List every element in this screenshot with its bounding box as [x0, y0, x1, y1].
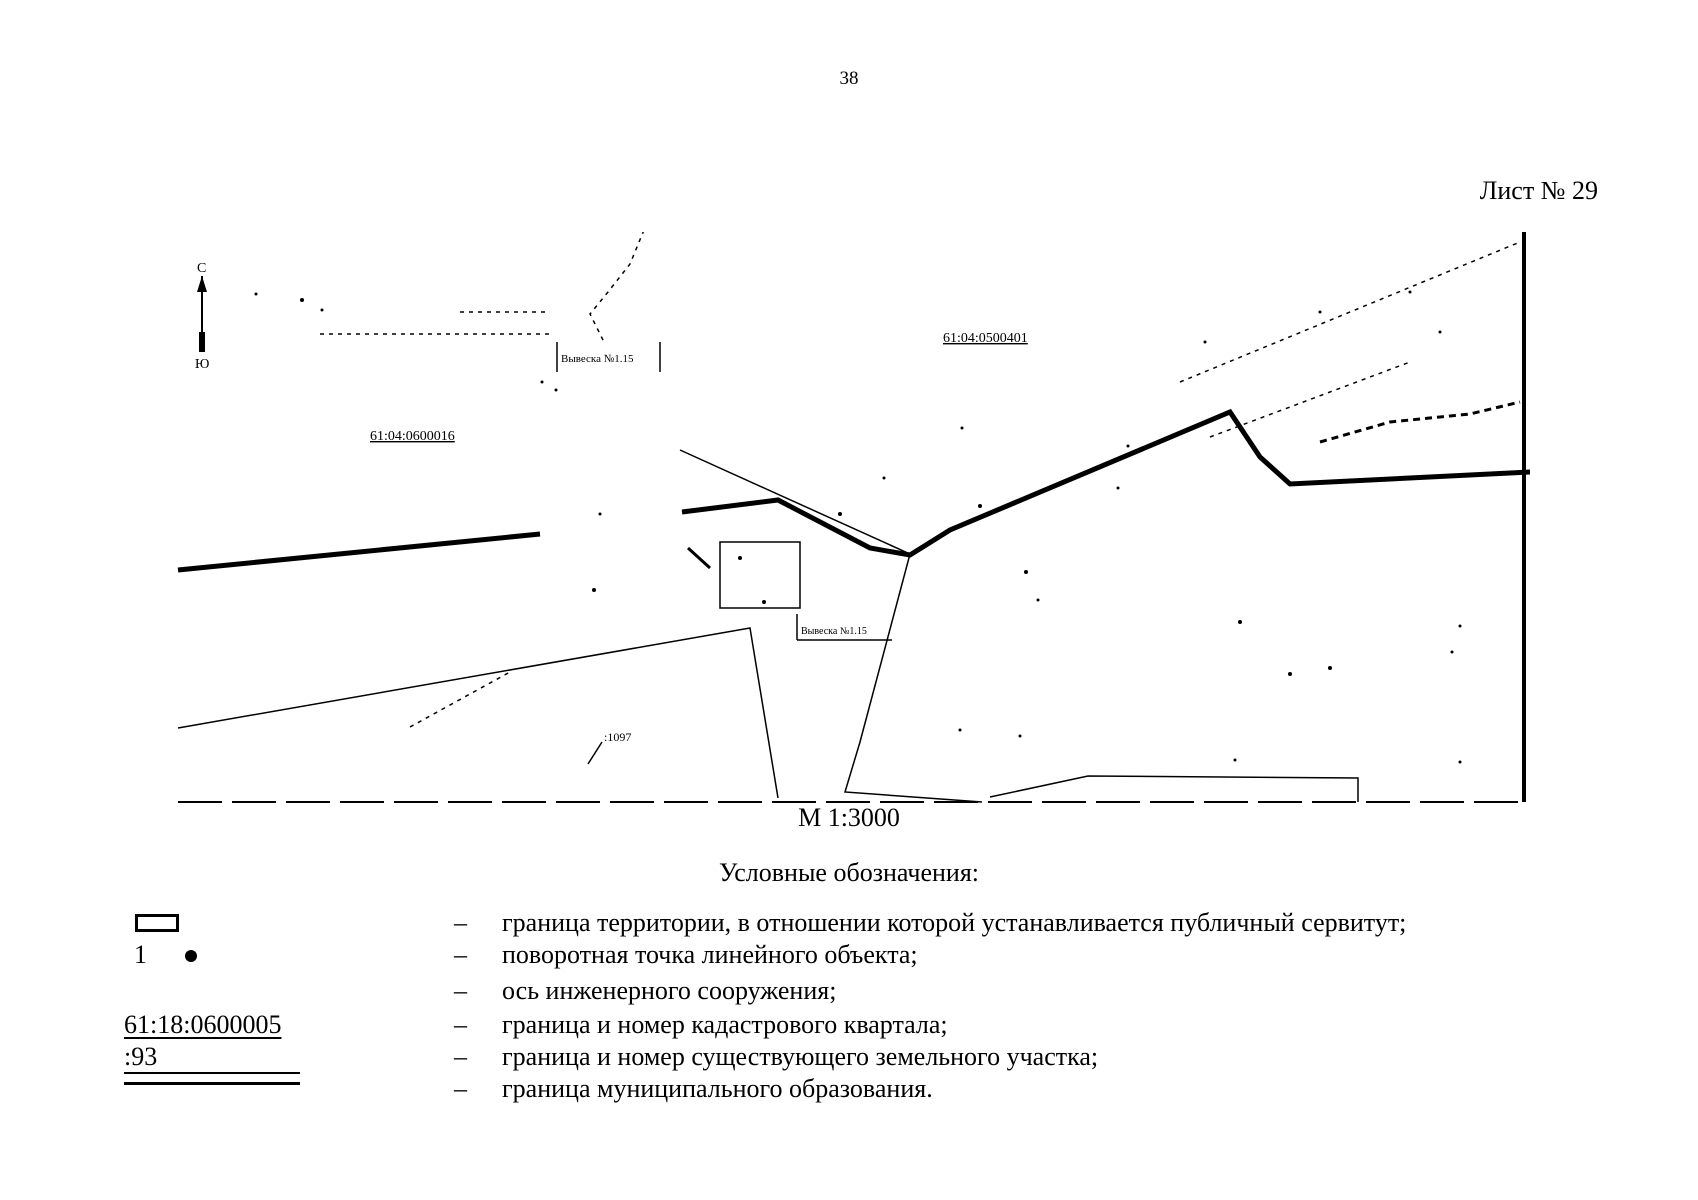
legend-row-axis	[0, 976, 1698, 1010]
sign-upper-label: Вывеска №1.15	[561, 353, 634, 365]
point-dot-icon	[185, 950, 197, 962]
legend-dash: –	[454, 940, 467, 969]
legend-text: граница территории, в отношении которой устанавливается публичный сервитут;	[502, 908, 1407, 937]
sign-lower-label: Вывеска №1.15	[801, 626, 867, 637]
legend-dash: –	[454, 908, 467, 937]
legend-dash: –	[454, 1042, 467, 1071]
legend-row-parcel	[0, 1042, 1698, 1076]
map-drawing	[170, 232, 1530, 806]
legend-text: граница и номер кадастрового квартала;	[502, 1010, 948, 1039]
map-scale: М 1:3000	[798, 803, 900, 832]
legend-row-point	[0, 940, 1698, 974]
legend-text: поворотная точка линейного объекта;	[502, 940, 918, 969]
parcel-leader	[588, 742, 602, 764]
legend-row-quarter	[0, 1010, 1698, 1044]
north-label: С	[197, 261, 207, 276]
legend-dash: –	[454, 1010, 467, 1039]
sheet-label: Лист № 29	[1479, 176, 1598, 205]
quarter-label-top: 61:04:0500401	[943, 331, 1028, 346]
servitude-boundary	[720, 542, 800, 608]
south-label: Ю	[195, 357, 210, 372]
point-number-symbol: 1	[134, 940, 147, 969]
legend-row-municipal	[0, 1074, 1698, 1108]
map-specks	[255, 291, 1462, 764]
legend-dash: –	[454, 1074, 467, 1103]
legend-title: Условные обозначения:	[718, 858, 980, 887]
quarter-label-left: 61:04:0600016	[370, 429, 455, 444]
parcel-label: :1097	[604, 730, 632, 744]
servitude-boundary-symbol	[135, 914, 179, 932]
north-arrow-icon	[197, 276, 207, 352]
contour-line	[1320, 402, 1520, 442]
parcel-number-symbol: :93	[124, 1042, 300, 1074]
legend-text: граница и номер существующего земельного участка;	[502, 1042, 1099, 1071]
page-number: 38	[839, 68, 859, 89]
legend-text: ось инженерного сооружения;	[502, 976, 837, 1005]
quarter-number-symbol: 61:18:0600005	[124, 1010, 282, 1039]
municipal-boundary-symbol	[124, 1082, 300, 1088]
legend-dash: –	[454, 976, 467, 1005]
legend-text: граница муниципального образования.	[502, 1074, 933, 1103]
legend-row-servitude	[0, 908, 1698, 942]
